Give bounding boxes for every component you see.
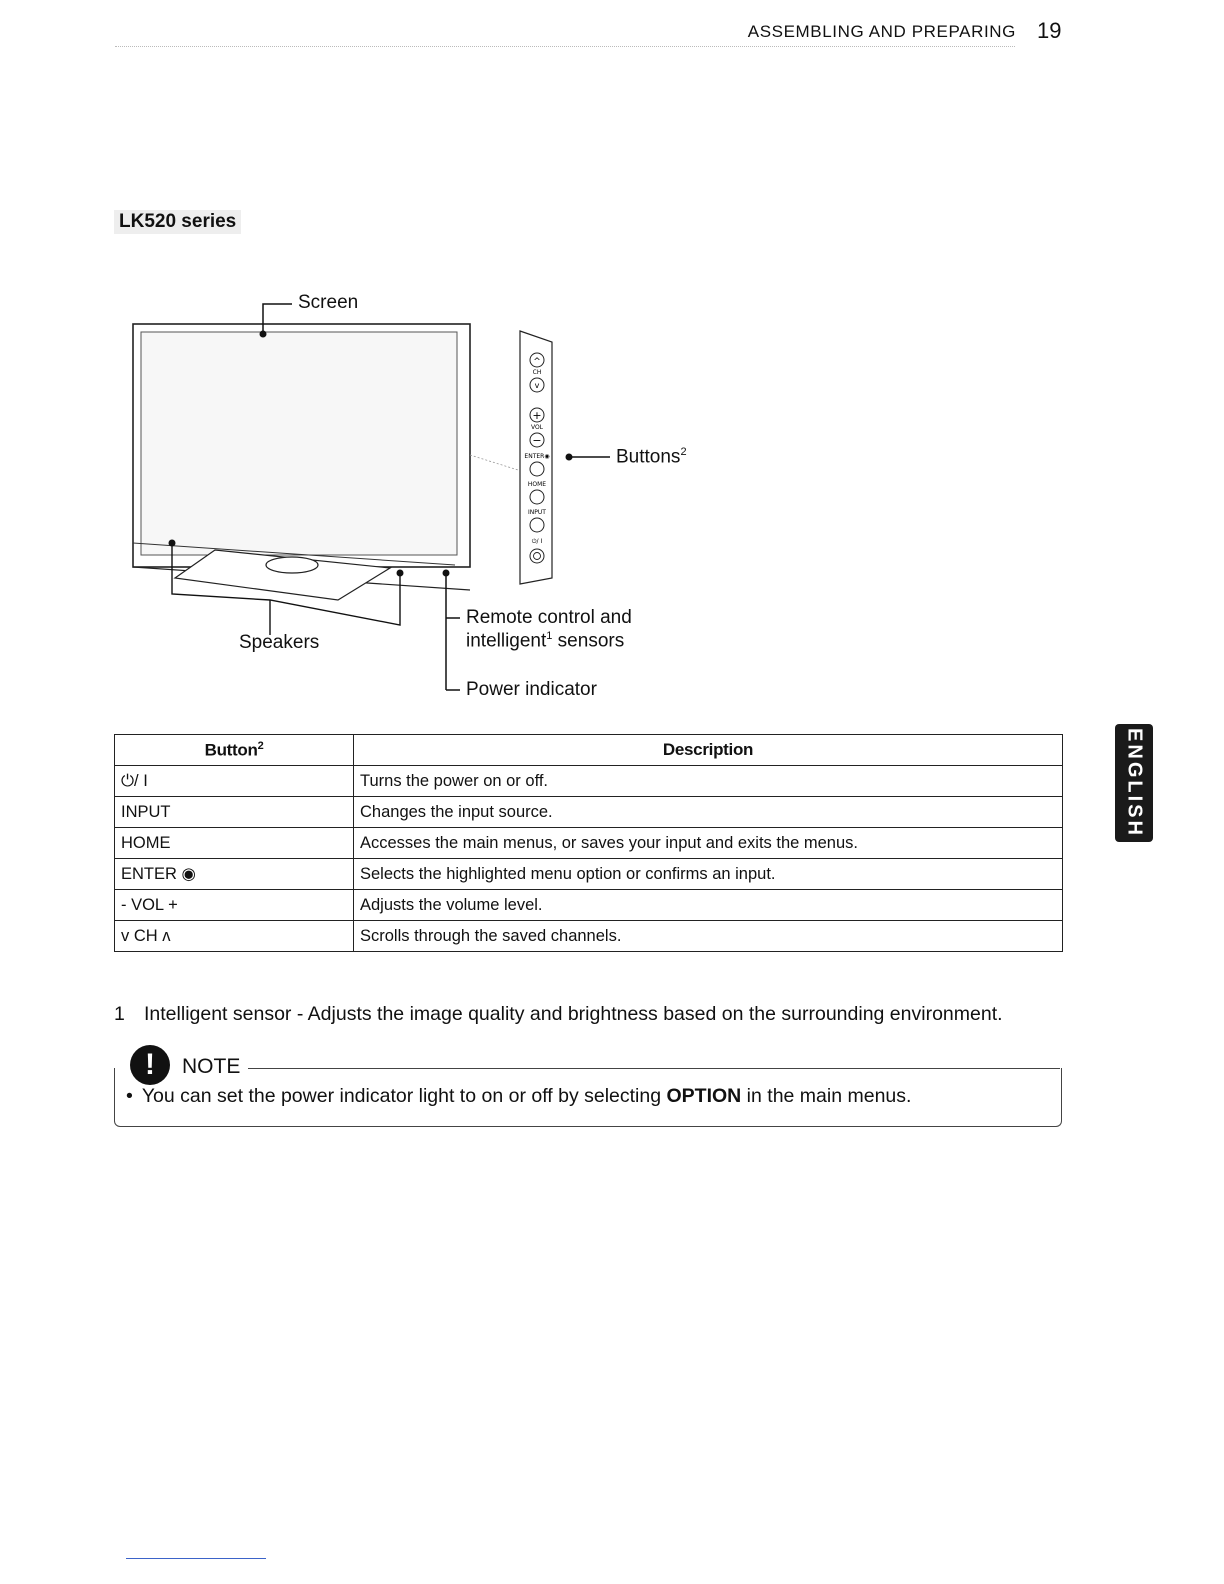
- cell-description: Scrolls through the saved channels.: [354, 921, 1063, 952]
- panel-label-input: INPUT: [528, 509, 546, 516]
- section-title: LK520 series: [114, 210, 241, 234]
- language-tab: [1115, 724, 1153, 842]
- cell-description: Turns the power on or off.: [354, 766, 1063, 797]
- cell-description: Selects the highlighted menu option or confirms an input.: [354, 859, 1063, 890]
- header-section-title: ASSEMBLING AND PREPARING: [747, 22, 1016, 41]
- cell-button: ⏻/ I: [115, 766, 354, 797]
- table-row: [115, 766, 1063, 797]
- svg-text:−: −: [532, 434, 542, 447]
- label-remote-sup: 1: [546, 630, 553, 642]
- page-number: 19: [1037, 18, 1062, 43]
- footnote-number: 1: [114, 1003, 125, 1025]
- cell-button: v CH ʌ: [115, 921, 354, 952]
- note-text-bold: OPTION: [666, 1085, 742, 1107]
- svg-text:+: +: [532, 409, 542, 422]
- panel-label-enter: ENTER◉: [524, 453, 550, 460]
- power-button-icon: [530, 549, 544, 563]
- language-tab-label: ENGLISH: [1123, 728, 1146, 838]
- table-row: [115, 921, 1063, 952]
- label-screen: Screen: [298, 292, 359, 313]
- footnote-text: Intelligent sensor - Adjusts the image quality and brightness based on the surrounding environment.: [144, 1003, 1003, 1025]
- note-bullet: •: [126, 1085, 133, 1107]
- note-warning-icon: !: [130, 1045, 170, 1085]
- svg-text:v: v: [534, 381, 540, 390]
- note-text-before: You can set the power indicator light to on or off by selecting: [141, 1085, 667, 1107]
- panel-label-home: HOME: [527, 481, 547, 488]
- note-top-rule: [248, 1068, 1060, 1069]
- label-remote-text-b: sensors: [552, 630, 625, 652]
- cell-button: - VOL +: [115, 890, 354, 921]
- label-speakers: Speakers: [239, 632, 320, 653]
- tv-screen: [141, 332, 457, 555]
- panel-label-power: ⏻/ I: [531, 538, 543, 545]
- table-header-row: [115, 735, 1063, 766]
- table-row: [115, 828, 1063, 859]
- label-buttons: [616, 446, 687, 468]
- label-buttons-text: Buttons: [616, 446, 681, 468]
- panel-label-vol: VOL: [530, 424, 544, 431]
- panel-label-ch: CH: [532, 369, 542, 376]
- label-power-indicator: Power indicator: [466, 679, 597, 700]
- note-text: [126, 1085, 911, 1108]
- cell-description: Accesses the main menus, or saves your input and exits the menus.: [354, 828, 1063, 859]
- cell-description: Adjusts the volume level.: [354, 890, 1063, 921]
- cell-description: Changes the input source.: [354, 797, 1063, 828]
- note-text-after: in the main menus.: [741, 1085, 912, 1107]
- header-description: Description: [354, 735, 1063, 766]
- bottom-rule: [126, 1558, 266, 1559]
- cell-button: HOME: [115, 828, 354, 859]
- note-title: NOTE: [178, 1055, 244, 1079]
- header-button: [115, 735, 354, 766]
- footnote: [114, 1003, 1003, 1026]
- label-buttons-sup: 2: [680, 446, 687, 458]
- input-button-icon: [530, 518, 544, 532]
- svg-text:^: ^: [533, 357, 541, 367]
- table-row: [115, 859, 1063, 890]
- table-row: [115, 890, 1063, 921]
- label-remote-text-a: intelligent: [466, 630, 547, 652]
- cell-button: INPUT: [115, 797, 354, 828]
- header-button-sup: 2: [257, 739, 264, 752]
- cell-button: ENTER ◉: [115, 859, 354, 890]
- label-remote-line1: Remote control and: [466, 607, 632, 628]
- home-button-icon: [530, 490, 544, 504]
- button-description-table: [114, 734, 1063, 952]
- enter-button-icon: [530, 462, 544, 476]
- label-remote-line2: [466, 630, 624, 652]
- table-row: [115, 797, 1063, 828]
- header-button-text: Button: [204, 740, 258, 760]
